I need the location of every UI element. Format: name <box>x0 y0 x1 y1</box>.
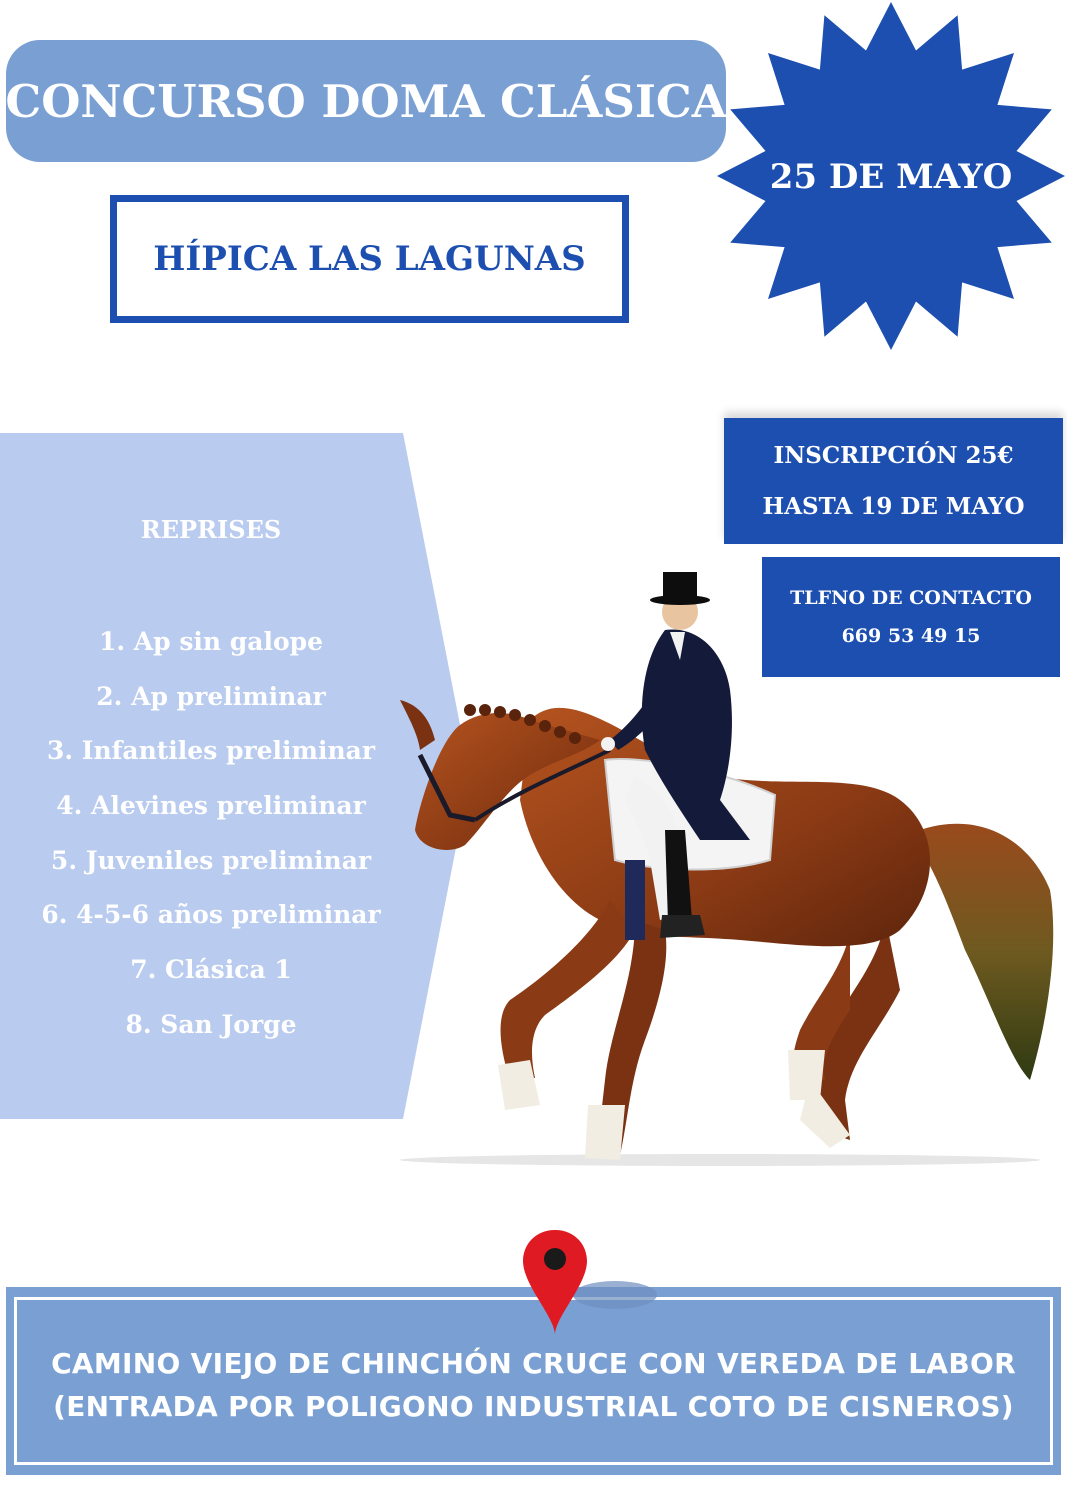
list-item: 5. Juveniles preliminar <box>50 845 372 875</box>
inscription-deadline: HASTA 19 DE MAYO <box>762 493 1025 520</box>
venue-name: HÍPICA LAS LAGUNAS <box>153 239 586 279</box>
inscription-box <box>724 418 1063 544</box>
contact-label: TLFNO DE CONTACTO <box>790 587 1032 609</box>
list-item: 7. Clásica 1 <box>130 955 292 985</box>
horse-rider-illustration <box>380 560 1067 1180</box>
list-item: 3. Infantiles preliminar <box>46 736 376 766</box>
map-pin-icon <box>515 1225 665 1340</box>
list-item: 1. Ap sin galope <box>98 627 324 656</box>
date-badge <box>715 0 1067 352</box>
list-item: 8. San Jorge <box>125 1009 297 1039</box>
inscription-price: INSCRIPCIÓN 25€ <box>773 442 1014 469</box>
venue-box <box>110 195 629 323</box>
address-line-1: CAMINO VIEJO DE CHINCHÓN CRUCE CON VEREDA DE LABOR <box>51 1347 1016 1380</box>
event-title-banner <box>6 40 726 162</box>
contact-phone: 669 53 49 15 <box>841 625 981 647</box>
list-item: 2. Ap preliminar <box>96 681 326 711</box>
address-line-2: (ENTRADA POR POLIGONO INDUSTRIAL COTO DE CISNEROS) <box>53 1390 1014 1423</box>
list-item: 4. Alevines preliminar <box>56 791 366 821</box>
reprises-heading: REPRISES <box>140 515 282 544</box>
reprises-list <box>0 615 422 1053</box>
list-item: 6. 4-5-6 años preliminar <box>41 900 381 930</box>
event-date: 25 DE MAYO <box>769 157 1013 197</box>
event-title: CONCURSO DOMA CLÁSICA <box>5 74 727 128</box>
